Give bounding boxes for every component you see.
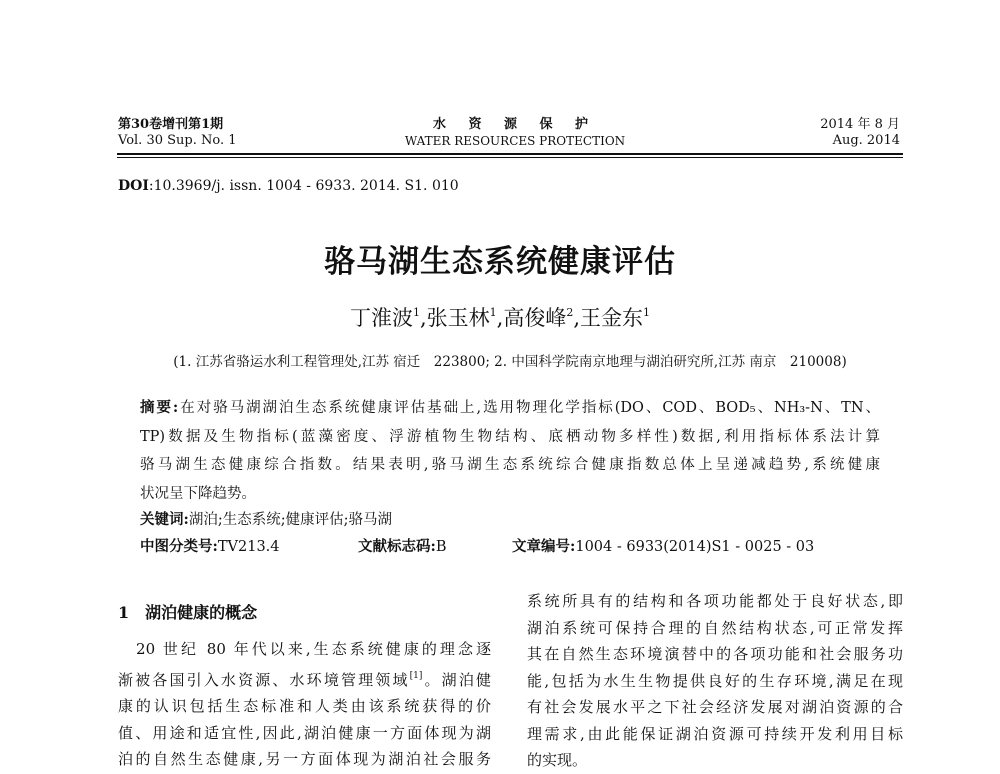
author-name: 丁淮波 [349, 306, 413, 330]
abstract-text: 在对骆马湖湖泊生态系统健康评估基础上,选用物理化学指标(DO、COD、BOD₅、NH₃-N、TN、 [178, 400, 880, 416]
body-line: 其在自然生态环境演替中的各项功能和社会服务功 [527, 645, 903, 663]
date-en: Aug. 2014 [832, 133, 900, 148]
keywords [140, 508, 392, 529]
issue-cn: 第30卷增刊第1期 [118, 117, 224, 132]
affiliations: (1. 江苏省骆运水利工程管理处,江苏 宿迁 223800; 2. 中国科学院南京地理与湖泊研究所,江苏 南京 210008) [173, 354, 847, 370]
body-line: 20 世纪 80 年代以来,生态系统健康的理念逐 [118, 640, 491, 658]
keywords-label: 关键词: [140, 511, 189, 528]
author-name: 王金东 [580, 306, 644, 330]
doi-line [118, 178, 459, 194]
author-name: 张玉林 [426, 306, 490, 330]
body-line: 理需求,由此能保证湖泊资源可持续开发利用目标 [527, 724, 903, 743]
publication-date [820, 117, 900, 149]
date-cn: 2014 年 8 月 [820, 117, 900, 132]
abstract [140, 394, 880, 508]
clc-label: 中图分类号: [140, 538, 218, 555]
author-list [0, 302, 1000, 332]
paper-title: 骆马湖生态系统健康评估 [324, 244, 676, 280]
abstract-line: TP)数据及生物指标(蓝藻密度、浮游植物生物结构、底栖动物多样性)数据,利用指标体系法计算 [140, 428, 880, 445]
body-line: 康的认识包括生态标准和人类由该系统获得的价 [118, 697, 491, 715]
clc-number [140, 535, 280, 556]
journal-name [380, 117, 650, 149]
header-rule-thin [117, 157, 903, 158]
author-affil-mark: 1 [489, 306, 497, 319]
author-separator: , [496, 306, 504, 330]
header-rule-thick [117, 153, 903, 155]
abstract-label: 摘要: [140, 399, 179, 416]
journal-name-cn: 水 资 源 保 护 [432, 117, 598, 132]
journal-name-en: WATER RESOURCES PROTECTION [404, 134, 626, 148]
article-number [512, 535, 814, 556]
citation-ref: [1] [409, 670, 423, 681]
body-line: 值、用途和适宜性,因此,湖泊健康一方面体现为湖 [118, 723, 491, 742]
author-separator: , [419, 306, 427, 330]
keywords-value: 湖泊;生态系统;健康评估;骆马湖 [188, 512, 393, 528]
abstract-line [140, 394, 880, 423]
author-affil-mark: 1 [643, 306, 651, 319]
body-text: 。湖泊健 [422, 670, 491, 689]
body-text: 渐被各国引入水资源、水环境管理领域 [118, 670, 410, 689]
author-affil-mark: 1 [412, 306, 420, 319]
author-separator: , [573, 306, 581, 330]
issue-en: Vol. 30 Sup. No. 1 [118, 133, 237, 148]
body-line [118, 663, 491, 694]
document-code [358, 535, 447, 556]
body-line: 湖泊系统可保持合理的自然结构状态,可正常发挥 [527, 618, 903, 637]
body-line: 有社会发展水平之下社会经济发展对湖泊资源的合 [527, 698, 903, 716]
section-heading: 1 湖泊健康的概念 [118, 603, 258, 622]
body-line: 的实现。 [527, 751, 588, 769]
abstract-line: 骆马湖生态健康综合指数。结果表明,骆马湖生态系统综合健康指数总体上呈递减趋势,系统健康 [140, 457, 880, 473]
article-label: 文章编号: [512, 538, 576, 555]
abstract-line: 状况呈下降趋势。 [140, 485, 256, 502]
author-name: 高俊峰 [503, 306, 567, 330]
body-column-right [527, 588, 903, 774]
doi-value: :10.3969/j. issn. 1004 - 6933. 2014. S1. 010 [148, 178, 459, 194]
body-line: 泊的自然生态健康,另一方面体现为湖泊社会服务 [118, 750, 491, 768]
body-column-left [118, 636, 491, 773]
author-affil-mark: 2 [566, 306, 574, 319]
clc-value: TV213.4 [217, 539, 280, 555]
body-line: 能,包括为水生生物提供良好的生存环境,满足在现 [527, 671, 903, 690]
article-value: 1004 - 6933(2014)S1 - 0025 - 03 [575, 539, 815, 555]
doc-label: 文献标志码: [358, 538, 436, 555]
doi-label: DOI [118, 178, 149, 194]
doc-value: B [435, 539, 447, 555]
body-line: 系统所具有的结构和各项功能都处于良好状态,即 [527, 592, 903, 610]
journal-issue-info [118, 117, 237, 149]
